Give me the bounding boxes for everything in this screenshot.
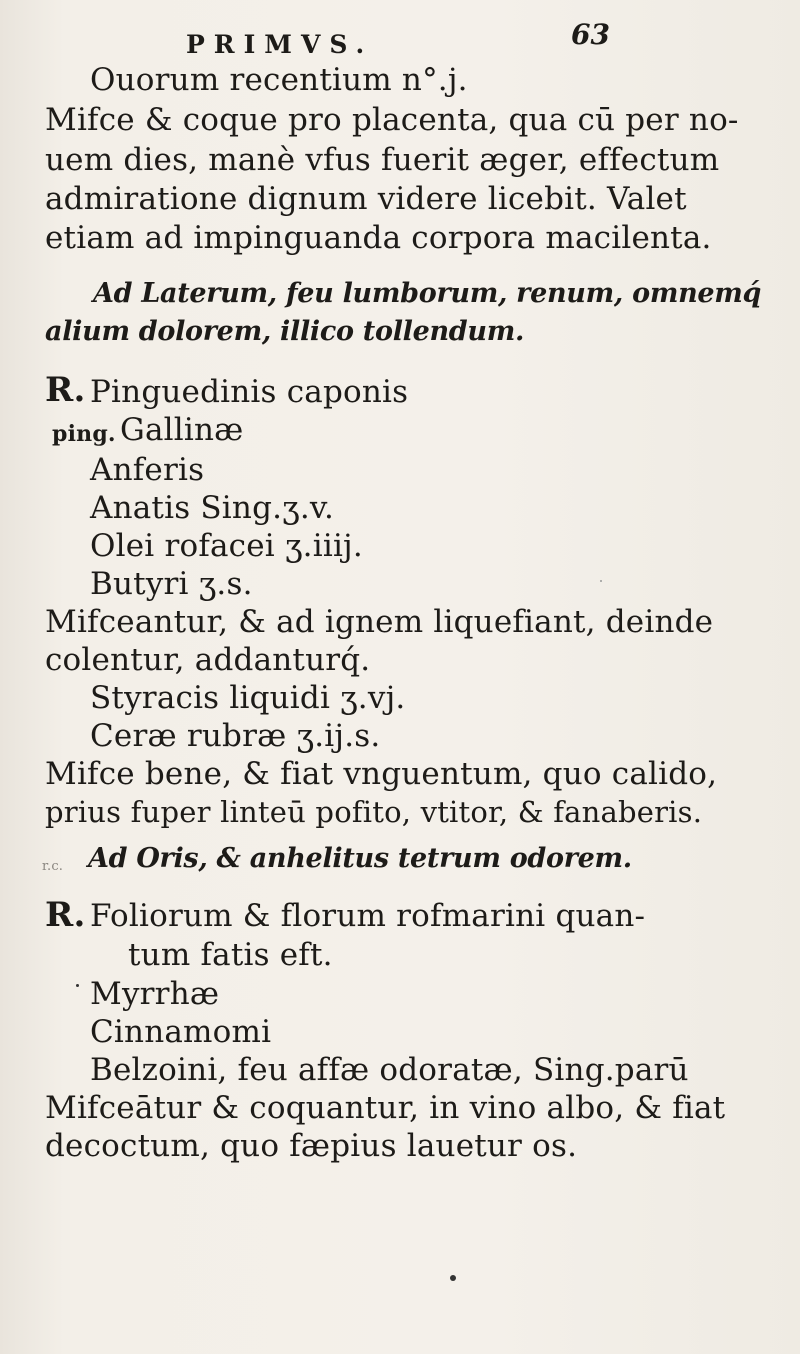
recipe-mark: R. xyxy=(45,895,86,935)
text-line: Mifce bene, & fiat vnguentum, quo calido, xyxy=(45,756,718,792)
section-heading: alium dolorem, illico tollendum. xyxy=(45,316,525,347)
section-heading: Ad Laterum, feu lumborum, renum, omnemq́ xyxy=(93,278,762,309)
text-line: Mifce & coque pro placenta, qua cū per no- xyxy=(45,102,739,138)
ingredient-line: Olei rofacei ʒ.iiij. xyxy=(90,528,363,564)
ingredient-line: Pinguedinis caponis xyxy=(90,374,409,410)
ingredient-line: Styracis liquidi ʒ.vj. xyxy=(90,680,406,716)
ingredient-prefix: ping. xyxy=(52,421,116,447)
ink-speck xyxy=(600,580,602,582)
ingredient-line: Gallinæ xyxy=(120,412,244,448)
section-heading: Ad Oris, & anhelitus tetrum odorem. xyxy=(88,843,632,874)
margin-mark: r.c. xyxy=(42,859,64,874)
ingredient-line: Cinnamomi xyxy=(90,1014,272,1050)
ingredient-line: Anatis Sing.ʒ.v. xyxy=(90,490,335,526)
text-line: decoctum, quo fæpius lauetur os. xyxy=(45,1128,578,1164)
ingredient-line: Butyri ʒ.s. xyxy=(90,566,253,602)
text-line: Ouorum recentium n°.j. xyxy=(90,62,468,98)
text-line: uem dies, manè vfus fuerit æger, effectum xyxy=(45,142,720,178)
text-line: colentur, addanturq́. xyxy=(45,642,371,678)
text-line: Mifceātur & coquantur, in vino albo, & fiat xyxy=(45,1090,726,1126)
ingredient-line: Ceræ rubræ ʒ.ij.s. xyxy=(90,718,381,754)
running-title: PRIMVS. xyxy=(186,30,374,59)
ingredient-line: Myrrhæ xyxy=(90,976,220,1012)
ingredient-line: Belzoini, feu affæ odoratæ, Sing.parū xyxy=(90,1052,689,1088)
ingredient-line: Anferis xyxy=(90,452,205,488)
text-line: prius fuper linteū pofito, vtitor, & fanaberis. xyxy=(45,795,703,829)
recipe-mark: R. xyxy=(45,370,86,410)
ingredient-line: Foliorum & florum rofmarini quan- xyxy=(90,898,646,934)
ink-speck xyxy=(450,1275,456,1281)
text-line: Mifceantur, & ad ignem liquefiant, deinde xyxy=(45,604,714,640)
folio-number: 63 xyxy=(571,18,610,51)
ingredient-line: tum fatis eft. xyxy=(128,937,333,973)
text-line: etiam ad impinguanda corpora macilenta. xyxy=(45,220,712,256)
text-line: admiratione dignum videre licebit. Valet xyxy=(45,181,687,217)
ink-speck xyxy=(76,984,79,987)
